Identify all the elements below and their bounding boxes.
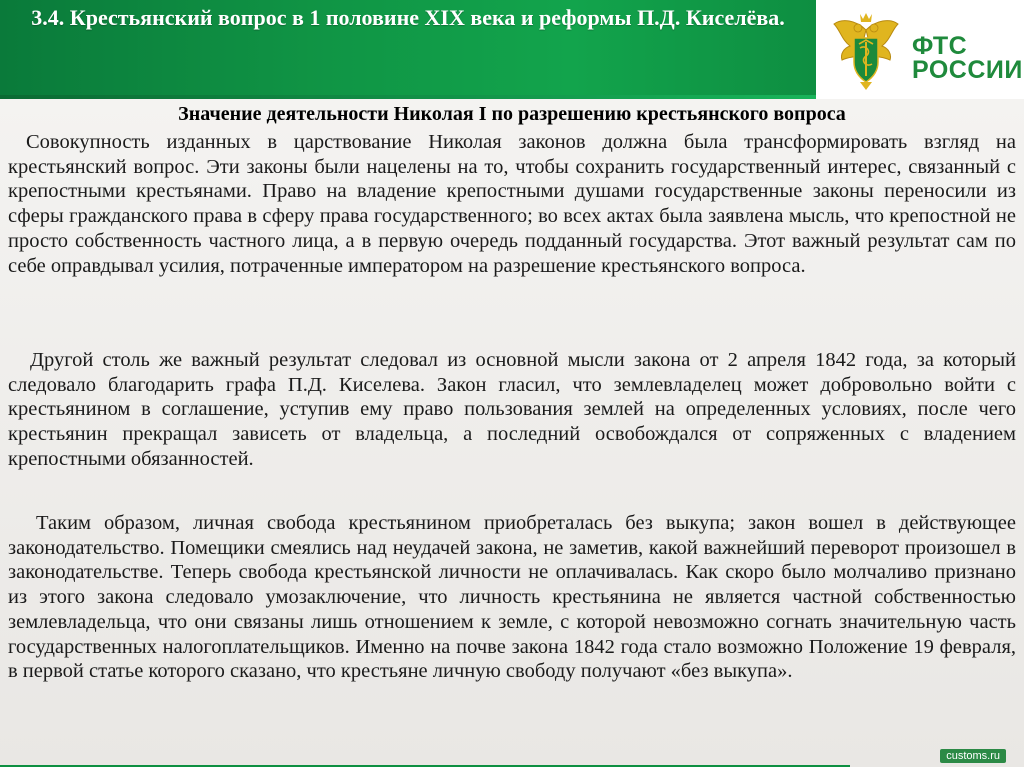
footer-site-link[interactable]: customs.ru	[940, 749, 1006, 763]
brand-line-1: ФТС	[912, 32, 968, 60]
section-subtitle: Значение деятельности Николая I по разрешению крестьянского вопроса	[178, 103, 846, 125]
paragraph-2: Другой столь же важный результат следовал из основной мысли закона от 2 апреля 1842 года, за который следовало благодарить графа П.Д. Киселева. Закон гласил, что землевладелец может добровольно войти с крестьянином в соглашение, уступив ему право пользования землей на определенных условиях, после чего крестьянин прекращал зависеть от владельца, а последний освобождался от сопряженных с владением крепостными обязанностей.	[8, 349, 1016, 470]
slide-header	[0, 0, 1024, 99]
slide-title: 3.4. Крестьянский вопрос в 1 половине XIX века и реформы П.Д. Киселёва.	[31, 5, 785, 30]
brand-line-2: РОССИИ	[912, 56, 1023, 84]
fts-logo	[816, 0, 1024, 99]
double-headed-eagle-emblem-icon	[830, 10, 902, 92]
brand-name	[912, 34, 1023, 82]
paragraph-3: Таким образом, личная свобода крестьянином приобреталась без выкупа; закон вошел в действующее законодательство. Помещики смеялись над неудачей закона, не заметив, какой важнейший переворот произошел в законодательстве. Теперь свобода крестьянской личности не оплачивалась. Как скоро было молчаливо признано из этого закона следовало умозаключение, что личность крестьянина не является частной собственностью землевладельца, что они связаны лишь отношением к земле, с которой невозможно согнать значительную часть государственных налогоплательщиков. Именно на почве закона 1842 года стало возможно Положение 19 февраля, в первой статье которого сказано, что крестьяне личную свободу получают «без выкупа».	[8, 512, 1016, 683]
slide-body	[0, 99, 1024, 767]
paragraph-1: Совокупность изданных в царствование Николая законов должна была трансформировать взгляд на крестьянский вопрос. Эти законы были нацелены на то, чтобы сохранить государственный интерес, связанный с крепостными крестьянами. Право на владение крепостными душами государственные законы переносили из сферы гражданского права в сферу права государственного; во всех актах была заявлена мысль, что крепостной не просто собственность частного лица, а в первую очередь подданный государства. Этот важный результат сам по себе оправдывал усилия, потраченные императором на разрешение крестьянского вопроса.	[8, 131, 1016, 277]
title-band	[0, 0, 816, 99]
